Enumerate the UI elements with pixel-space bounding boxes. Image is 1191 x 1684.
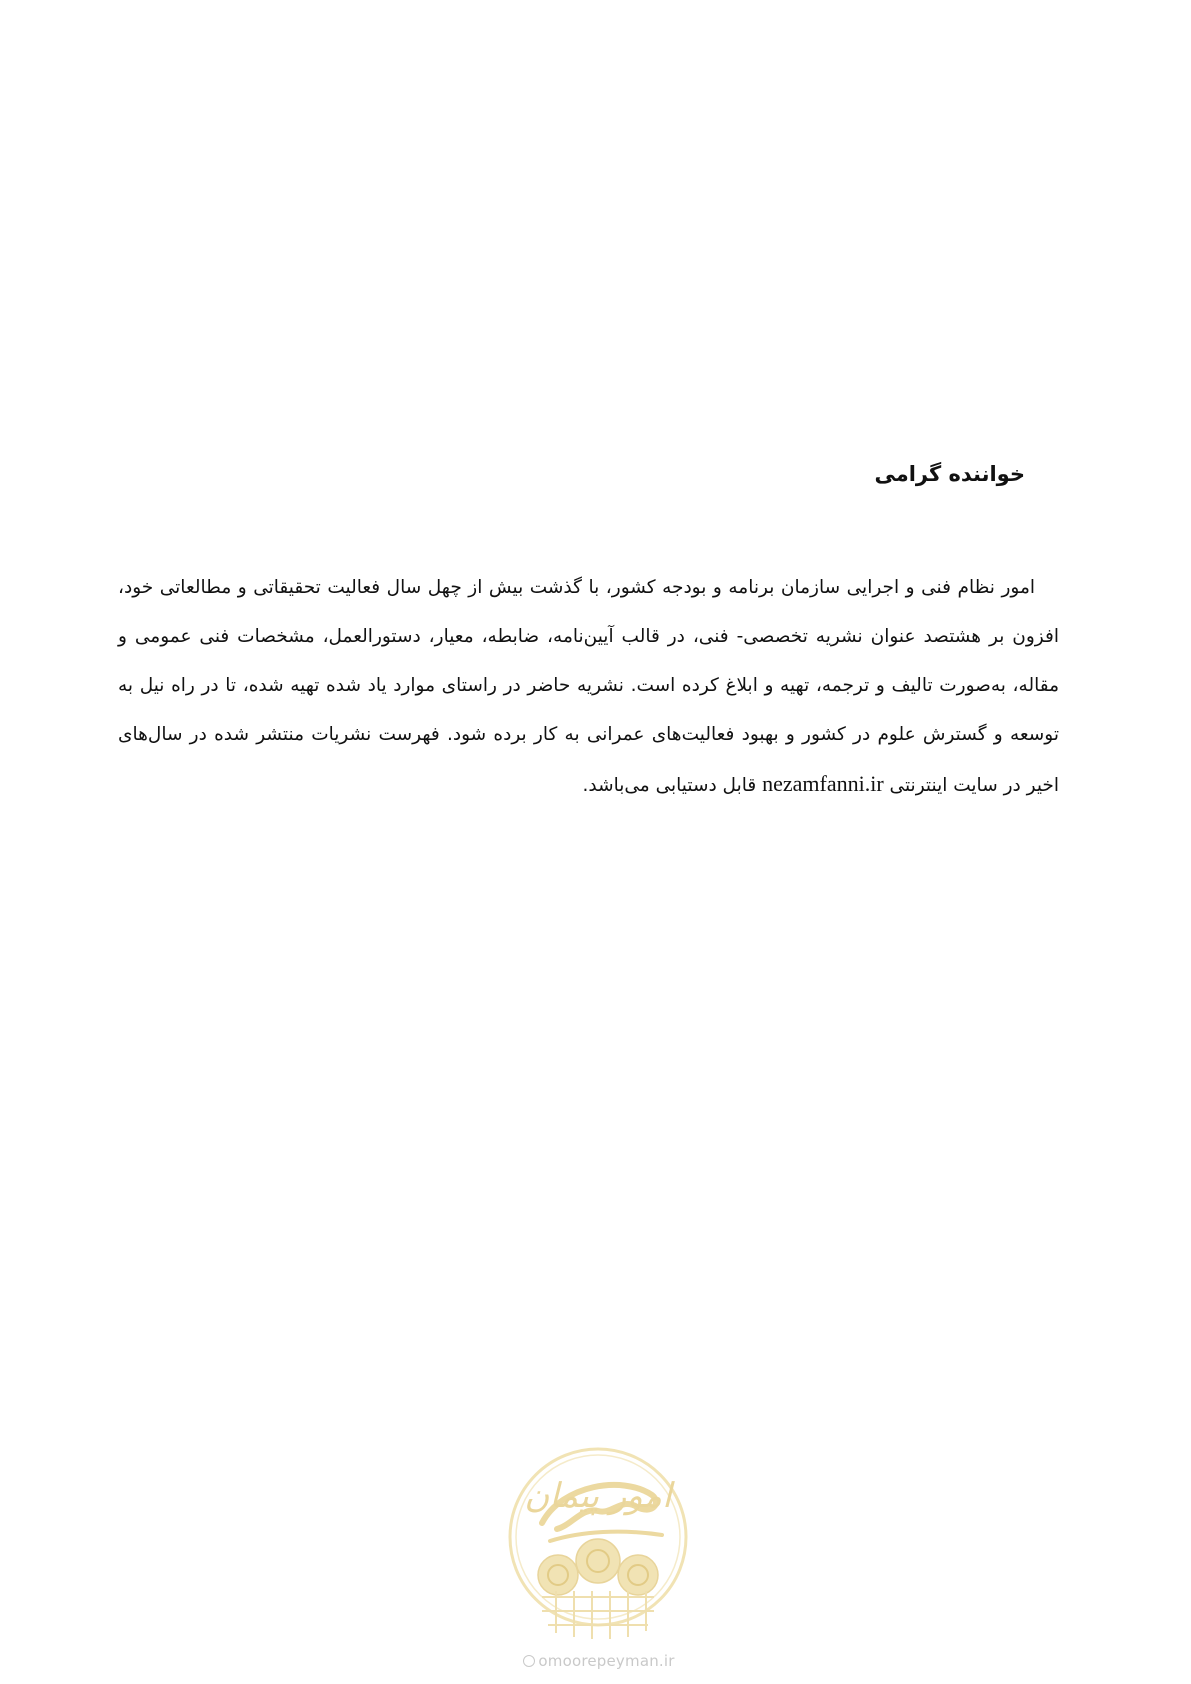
intro-paragraph xyxy=(118,563,1059,810)
watermark-site-label xyxy=(517,1652,681,1670)
website-link[interactable]: nezamfanni.ir xyxy=(762,771,884,796)
paragraph-lead-text: امور نظام فنی و اجرایی سازمان برنامه و بودجه کشور، با گذشت بیش از چهل سال فعالیت تحقیقاتی و مطالعاتی خود، افزون بر هشتصد عنوان نشریه تخصصی- فنی، در قالب آیین‌نامه، ضابطه، معیار، دستورالعمل، مشخصات فنی عمومی و مقاله، به‌صورت تالیف و ترجمه، تهیه و ابلاغ کرده است. نشریه حاضر در راستای موارد یاد شده تهیه شده، تا در راه نیل به توسعه و گسترش علوم در کشور و بهبود فعالیت‌های عمرانی به کار برده شود. فهرست نشریات منتشر شده در سال‌های اخیر در سایت اینترنتی xyxy=(118,577,1059,796)
seal-script-text: امور پیمان xyxy=(524,1476,672,1516)
omoorepeyman-seal-watermark xyxy=(502,1445,694,1655)
globe-icon xyxy=(523,1655,535,1667)
page-heading: خواننده گرامی xyxy=(874,462,1025,486)
paragraph-tail-text: قابل دستیابی می‌باشد. xyxy=(582,775,757,796)
watermark-site-text: omoorepeyman.ir xyxy=(538,1652,675,1670)
